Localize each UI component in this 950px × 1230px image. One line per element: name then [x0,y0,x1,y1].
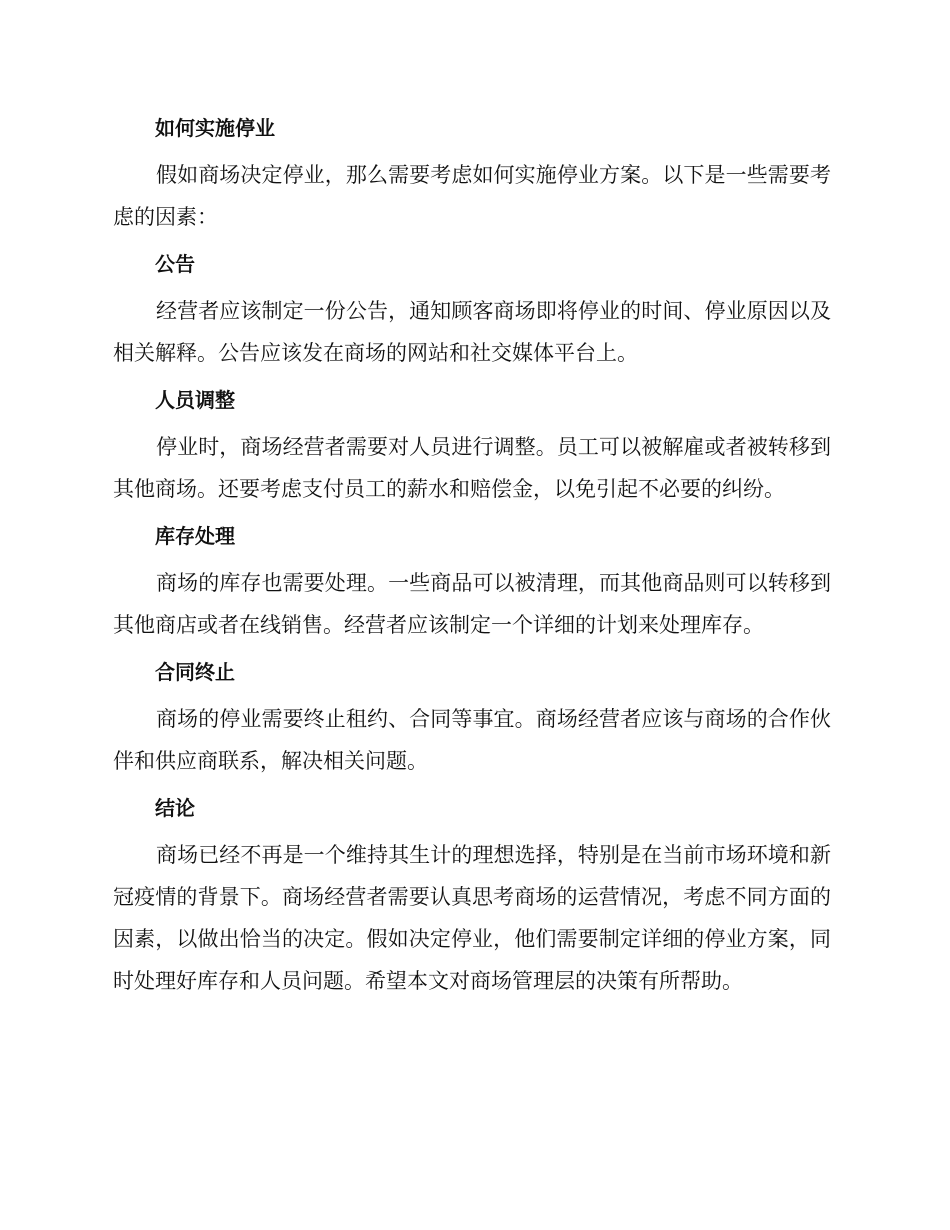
section-heading: 库存处理 [155,524,235,548]
section-paragraph: 停业时，商场经营者需要对人员进行调整。员工可以被解雇或者被转移到其他商场。还要考虑支付员工的薪水和赔偿金，以免引起不必要的纠纷。 [113,435,831,501]
section-how-to-close [113,108,831,238]
section-paragraph: 假如商场决定停业，那么需要考虑如何实施停业方案。以下是一些需要考虑的因素： [113,163,831,229]
section-heading: 如何实施停业 [155,116,275,140]
section-inventory [113,516,831,646]
document-page [113,108,831,1008]
section-heading: 人员调整 [155,388,235,412]
section-heading: 合同终止 [155,660,235,684]
section-paragraph: 商场的停业需要终止租约、合同等事宜。商场经营者应该与商场的合作伙伴和供应商联系，解决相关问题。 [113,707,831,773]
section-paragraph: 经营者应该制定一份公告，通知顾客商场即将停业的时间、停业原因以及相关解释。公告应该发在商场的网站和社交媒体平台上。 [113,299,831,365]
section-staff-adjustment [113,380,831,510]
section-paragraph: 商场已经不再是一个维持其生计的理想选择，特别是在当前市场环境和新冠疫情的背景下。商场经营者需要认真思考商场的运营情况，考虑不同方面的因素，以做出恰当的决定。假如决定停业，他们需要制定详细的停业方案，同时处理好库存和人员问题。希望本文对商场管理层的决策有所帮助。 [113,843,831,993]
section-paragraph: 商场的库存也需要处理。一些商品可以被清理，而其他商品则可以转移到其他商店或者在线销售。经营者应该制定一个详细的计划来处理库存。 [113,571,831,637]
section-conclusion [113,788,831,1002]
section-heading: 公告 [155,252,195,276]
section-contract-termination [113,652,831,782]
section-heading: 结论 [155,796,195,820]
section-announcement [113,244,831,374]
